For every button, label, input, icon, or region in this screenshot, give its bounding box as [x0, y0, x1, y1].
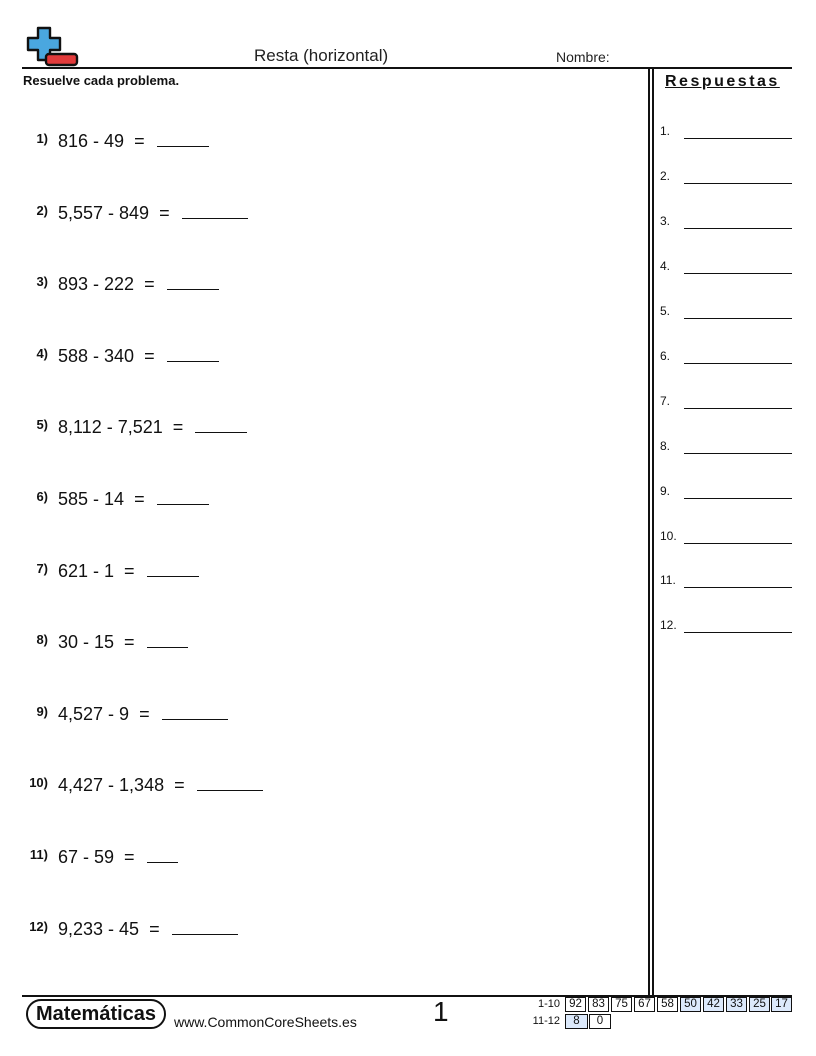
problem-1: [22, 130, 209, 156]
answer-line[interactable]: [684, 363, 792, 364]
problem-number: 8): [36, 632, 48, 647]
answer-label: 1.: [660, 124, 671, 138]
answer-blank[interactable]: [167, 273, 219, 290]
score-cell: 42: [703, 997, 724, 1012]
answer-label: 3.: [660, 214, 671, 228]
problem-number: 10): [29, 775, 48, 790]
score-cell: 83: [588, 997, 609, 1012]
score-cell: 8: [565, 1014, 588, 1029]
answer-label: 4.: [660, 259, 671, 273]
answer-line[interactable]: [684, 138, 792, 139]
answer-label: 7.: [660, 394, 671, 408]
answer-blank[interactable]: [157, 130, 209, 147]
score-cell: 50: [680, 997, 701, 1012]
problem-expression: 585 - 14: [58, 489, 125, 509]
answer-line[interactable]: [684, 318, 792, 319]
header-rule: [22, 67, 792, 69]
problem-2: [22, 202, 248, 228]
problem-number: 12): [29, 919, 48, 934]
answer-row-5: [660, 304, 792, 322]
equals-sign: =: [149, 919, 160, 939]
problem-expression: 30 - 15: [58, 632, 115, 652]
answer-blank[interactable]: [157, 488, 209, 505]
score-cell: 75: [611, 997, 632, 1012]
answer-blank[interactable]: [167, 345, 219, 362]
brand-badge: Matemáticas: [26, 999, 166, 1029]
problem-expression: 9,233 - 45: [58, 919, 140, 939]
equals-sign: =: [144, 346, 155, 366]
equals-sign: =: [139, 704, 150, 724]
problem-expression: 4,527 - 9: [58, 704, 130, 724]
problem-expression: 621 - 1: [58, 561, 115, 581]
answer-row-7: [660, 394, 792, 412]
name-label: Nombre:: [556, 49, 610, 65]
problem-6: [22, 488, 209, 514]
answer-label: 5.: [660, 304, 671, 318]
answer-line[interactable]: [684, 453, 792, 454]
problem-number: 3): [36, 274, 48, 289]
answer-line[interactable]: [684, 228, 792, 229]
score-cell: 25: [749, 997, 770, 1012]
answer-line[interactable]: [684, 273, 792, 274]
equals-sign: =: [124, 632, 135, 652]
problem-11: [22, 846, 178, 872]
answer-line[interactable]: [684, 183, 792, 184]
score-cell: 0: [589, 1014, 611, 1029]
problem-5: [22, 416, 247, 442]
problem-number: 7): [36, 561, 48, 576]
problem-number: 1): [36, 131, 48, 146]
answer-row-12: [660, 618, 792, 636]
score-cell: 58: [657, 997, 678, 1012]
equals-sign: =: [144, 274, 155, 294]
answer-line[interactable]: [684, 587, 792, 588]
answer-label: 8.: [660, 439, 671, 453]
problem-expression: 8,112 - 7,521: [58, 417, 163, 437]
answer-row-1: [660, 124, 792, 142]
answer-row-9: [660, 484, 792, 502]
score-cell: 33: [726, 997, 747, 1012]
answer-line[interactable]: [684, 498, 792, 499]
plus-minus-logo-icon: [22, 24, 80, 68]
answer-line[interactable]: [684, 632, 792, 633]
problem-7: [22, 560, 199, 586]
answer-blank[interactable]: [182, 202, 248, 219]
problem-number: 5): [36, 417, 48, 432]
score-cell: 17: [771, 997, 792, 1012]
problem-number: 6): [36, 489, 48, 504]
problem-4: [22, 345, 219, 371]
problem-expression: 5,557 - 849: [58, 203, 150, 223]
answer-blank[interactable]: [147, 560, 199, 577]
answer-blank[interactable]: [147, 631, 188, 648]
problem-number: 11): [29, 847, 48, 862]
problem-expression: 588 - 340: [58, 346, 135, 366]
equals-sign: =: [159, 203, 170, 223]
equals-sign: =: [134, 489, 145, 509]
answer-row-3: [660, 214, 792, 232]
page-number: 1: [433, 996, 449, 1027]
worksheet-title: Resta (horizontal): [254, 46, 389, 65]
answer-label: 6.: [660, 349, 671, 363]
score-range-label: 11-12: [532, 1015, 560, 1027]
answer-line[interactable]: [684, 543, 792, 544]
equals-sign: =: [172, 417, 184, 437]
answer-row-10: [660, 529, 792, 547]
problem-number: 2): [36, 203, 48, 218]
problem-10: [22, 774, 263, 800]
equals-sign: =: [174, 775, 185, 795]
problem-expression: 67 - 59: [58, 847, 115, 867]
problem-expression: 893 - 222: [58, 274, 135, 294]
score-range-label: 1-10: [537, 998, 560, 1010]
equals-sign: =: [124, 847, 135, 867]
equals-sign: =: [134, 131, 145, 151]
answer-label: 10.: [660, 529, 677, 543]
problem-number: 4): [36, 346, 48, 361]
answers-title: Respuestas: [665, 73, 780, 90]
column-divider: [648, 67, 650, 995]
answer-row-6: [660, 349, 792, 367]
problem-number: 9): [36, 704, 48, 719]
problem-expression: 816 - 49: [58, 131, 125, 151]
answer-blank[interactable]: [147, 846, 178, 863]
equals-sign: =: [124, 561, 135, 581]
answer-blank[interactable]: [197, 774, 263, 791]
answer-blank[interactable]: [162, 703, 228, 720]
answer-row-2: [660, 169, 792, 187]
problem-expression: 4,427 - 1,348: [58, 775, 165, 795]
problem-3: [22, 273, 219, 299]
answer-row-4: [660, 259, 792, 277]
instructions: Resuelve cada problema.: [23, 73, 180, 88]
score-cell: 92: [565, 997, 586, 1012]
answer-label: 9.: [660, 484, 671, 498]
answer-label: 2.: [660, 169, 671, 183]
problem-8: [22, 631, 188, 657]
answer-row-8: [660, 439, 792, 457]
answer-blank[interactable]: [172, 918, 238, 935]
answer-label: 12.: [660, 618, 677, 632]
problem-9: [22, 703, 228, 729]
answer-label: 11.: [660, 573, 676, 587]
site-url: www.CommonCoreSheets.es: [174, 1014, 357, 1030]
answer-line[interactable]: [684, 408, 792, 409]
score-cell: 67: [634, 997, 655, 1012]
answer-blank[interactable]: [195, 416, 247, 433]
column-divider: [652, 67, 654, 995]
problem-12: [22, 918, 238, 944]
answer-row-11: [660, 573, 792, 591]
